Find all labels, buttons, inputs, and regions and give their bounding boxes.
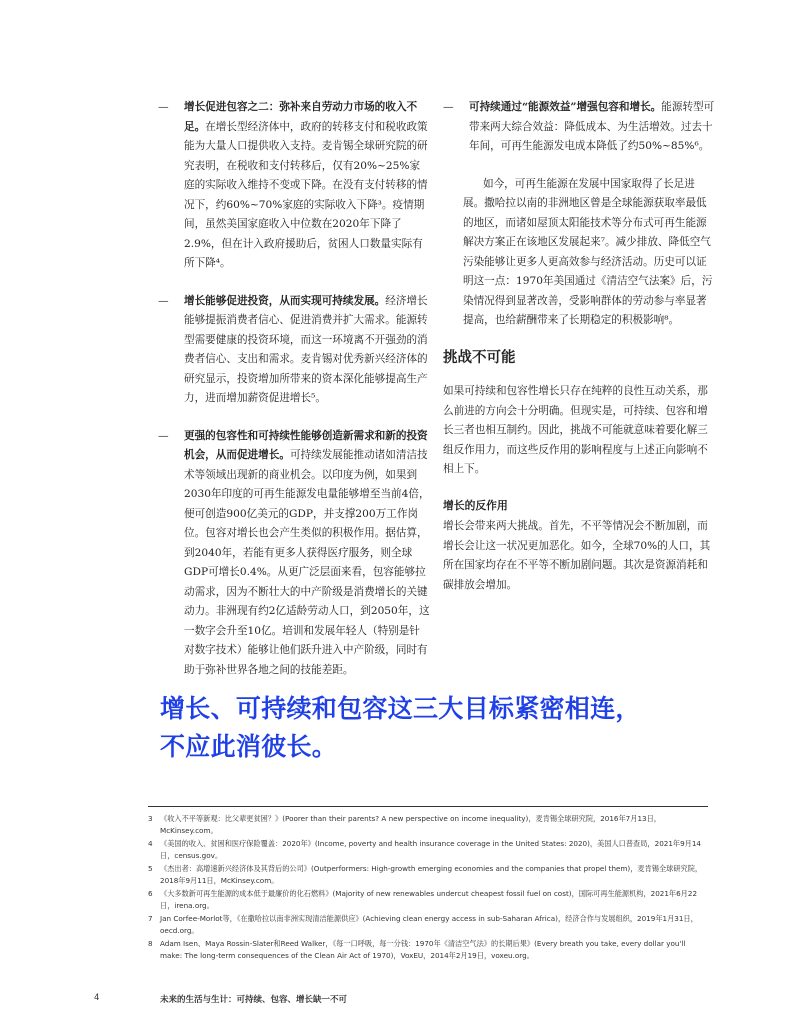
- bullet-lead: 可持续通过“能源效益”增强包容和增长。: [469, 101, 662, 113]
- renewables-paragraph: 如今，可再生能源在发展中国家取得了长足进展。撒哈拉以南的非洲地区曾是全球能源获取率最低的地区，而诸如屋顶太阳能技术等分布式可再生能源解决方案正在该地区发展起来⁷。减少排放、降低空气污染能够让更多人更高效参与经济活动。历史可以证明这一点：1970年美国通过《清洁空气法案》后，污染情况得到显著改善，受影响群体的劳动参与率显著提高，也给薪酬带来了长期稳定的积极影响⁸。: [463, 177, 713, 326]
- footnote-text: 《杰出者：高增速新兴经济体及其背后的公司》(Outperformers: High-growth emerging economies and the companies that propel them)，麦肯锡全球研究院，2018年9月11日，McKinsey.com。: [160, 864, 703, 885]
- section-heading: 挑战不可能: [443, 349, 516, 366]
- bullet-lead: 增长促进包容之二：弥补来自劳动力市场的收入不足。: [184, 101, 418, 133]
- footnote-6: [148, 888, 708, 912]
- footnote-number: 3: [148, 814, 153, 823]
- footnote-7: [148, 913, 708, 937]
- bullet-energy-efficiency: [443, 98, 715, 157]
- bullet-lead: 增长能够促进投资，从而实现可持续发展。: [184, 294, 386, 307]
- bullet-body: 可持续发展能推动诸如清洁技术等领域出现新的商业机会。以印度为例，如果到2030年印度的可再生能源发电量能够增至当前4倍，便可创造900亿美元的GDP，并支撑200万工作岗位。包容对增长也会产生类似的积极作用。据估算，到2040年，若能有更多人获得医疗服务，则全球GDP可增长0.4%。从更广泛层面来看，包容能够拉动需求，因为不断壮大的中产阶级是消费增长的关键动力。非洲现有约2亿适龄劳动人口，到2050年，这一数字会升至10亿。培训和发展年轻人（特别是针对数字技术）能够让他们跃升进入中产阶级，同时有助于弥补世界各地之间的技能差距。: [184, 449, 430, 676]
- footnote-text: Jan Corfee-Morlot等，《在撒哈拉以南非洲实现清洁能源供应》(Achieving clean energy access in sub-Saharan Africa)，经济合作与发展组织，2019年1月31日，oecd.org。: [160, 914, 698, 935]
- bullet-growth-inclusion: [158, 98, 430, 274]
- footnote-text: 《收入不平等新观：比父辈更贫困？》(Poorer than their parents? A new perspective on income inequality)，麦肯锡全球研究院，2016年7月13日，McKinsey.com。: [160, 814, 661, 835]
- footnote-text: Adam Isen、Maya Rossin-Slater和Reed Walker，《每一口呼吸，每一分钱：1970年《清洁空气法》的长期后果》(Every breath you take, every dollar you'll make: The long-term consequences of the Clean Air Act of 1970)，VoxEU，2014年2月19日，voxeu.org。: [160, 939, 686, 960]
- bullet-body: 在增长型经济体中，政府的转移支付和税收政策能为大量人口提供收入支持。麦肯锡全球研究院的研究表明，在税收和支付转移后，仅有20%~25%家庭的实际收入维持不变或下降。在没有支付转移的情况下，约60%~70%家庭的实际收入下降³。疫情期间，虽然美国家庭收入中位数在2020年下降了2.9%，但在计入政府援助后，贫困人口数量实际有所下降⁴。: [184, 120, 428, 269]
- footnote-number: 4: [148, 839, 153, 848]
- footnote-8: [148, 938, 708, 962]
- bullet-dash: —: [443, 101, 454, 113]
- footnotes: [148, 806, 708, 963]
- challenge-paragraph: 如果可持续和包容性增长只存在纯粹的良性互动关系，那么前进的方向会十分明确。但现实是，可持续、包容和增长三者也相互制约。因此，挑战不可能就意味着要化解三组反作用力，而这些反作用的影响程度与上述正向影响不相上下。: [443, 385, 708, 475]
- left-column: [158, 98, 430, 698]
- sub-heading: 增长的反作用: [443, 498, 508, 512]
- pull-quote-line-2: 不应此消彼长。: [160, 732, 338, 761]
- growth-counter-paragraph: 增长会带来两大挑战。首先，不平等情况会不断加剧，而增长会让这一状况更加恶化。如今，全球70%的人口，其所在国家均存在不平等不断加剧问题。其次是资源消耗和碳排放会增加。: [443, 520, 711, 591]
- footnote-number: 7: [148, 914, 153, 923]
- page-number: 4: [94, 993, 100, 1003]
- bullet-dash: —: [158, 294, 169, 307]
- footnote-number: 6: [148, 889, 153, 898]
- bullet-growth-investment: [158, 292, 430, 409]
- footnote-number: 8: [148, 939, 153, 948]
- footnote-number: 5: [148, 864, 153, 873]
- bullet-lead: 更强的包容性和可持续性能够创造新需求和新的投资机会，从而促进增长。: [184, 429, 428, 461]
- footnote-5: [148, 863, 708, 887]
- pull-quote-line-1: 增长、可持续和包容这三大目标紧密相连，: [160, 694, 641, 723]
- bullet-new-demand: [158, 427, 430, 681]
- footnote-text: 《美国的收入、贫困和医疗保险覆盖：2020年》(Income, poverty and health insurance coverage in the United States: 2020)，美国人口普查局，2021年9月14日，census.gov。: [160, 839, 702, 860]
- bullet-dash: —: [158, 101, 169, 113]
- footnote-text: 《大多数新可再生能源的成本低于最廉价的化石燃料》(Majority of new renewables undercut cheapest fossil fuel on cost)，国际可再生能源机构，2021年6月22日，irena.org。: [160, 889, 698, 910]
- footnote-3: [148, 813, 708, 837]
- right-column: [443, 98, 715, 607]
- bullet-dash: —: [158, 429, 169, 442]
- footnote-4: [148, 838, 708, 862]
- bullet-body: 能源转型可带来两大综合效益：降低成本、为生活增效。过去十年间，可再生能源发电成本降低了约50%~85%⁶。: [469, 101, 715, 152]
- pull-quote: [160, 690, 720, 766]
- bullet-body: 经济增长能够提振消费者信心、促进消费并扩大需求。能源转型需要健康的投资环境，而这一环境离不开强劲的消费者信心、支出和需求。麦肯锡对优秀新兴经济体的研究显示，投资增加所带来的资本深化能够提高生产力，进而增加薪资促进增长⁵。: [184, 294, 428, 404]
- running-title: 未来的生活与生计：可持续、包容、增长缺一不可: [160, 995, 348, 1005]
